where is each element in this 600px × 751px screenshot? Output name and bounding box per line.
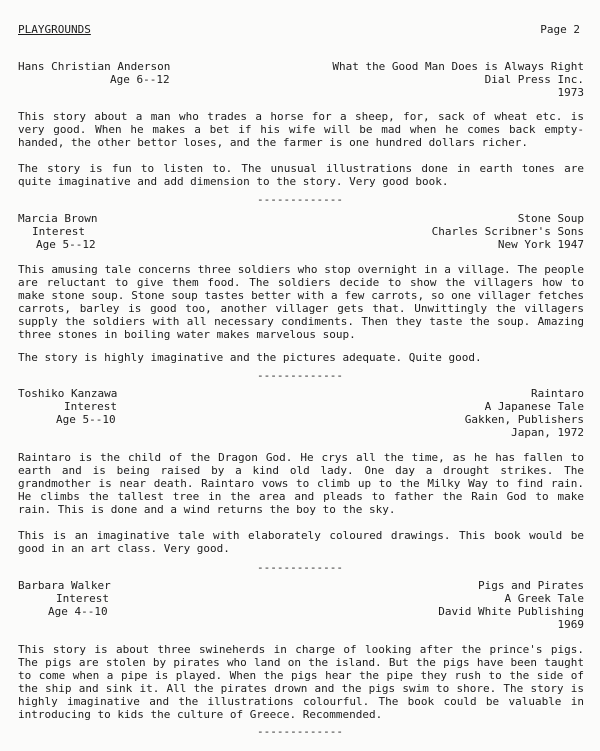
entry-2-place-year: New York 1947: [497, 238, 584, 251]
entry-4-title: Pigs and Pirates: [478, 579, 584, 592]
entry-2-summary: This amusing tale concerns three soldiers who stop overnight in a village. The people are reluctant to give them food. The soldiers decide to show the villagers how to make stone soup. Stone soup tastes better with a few carrots, so one villager fetches carrots, barley is good too, another villager gets that. Unwittingly the villagers supply the soldiers with all necessary condiments. Then they taste the soup. Amazing three stones in boiling water makes marvelous soup.: [18, 263, 584, 341]
divider-2: -------------: [256, 369, 344, 382]
entry-1-review: The story is fun to listen to. The unusual illustrations done in earth tones are quite imaginative and add dimension to the story. Very good book.: [18, 162, 584, 188]
entry-4-interest: Interest: [56, 592, 109, 605]
entry-3-title: Raintaro: [531, 387, 584, 400]
entry-3-place-year: Japan, 1972: [511, 426, 584, 439]
entry-3-publisher: Gakken, Publishers: [464, 413, 584, 426]
section-title: PLAYGROUNDS: [18, 23, 91, 36]
entry-3-summary: Raintaro is the child of the Dragon God. He crys all the time, as he has fallen to earth and is being raised by a kind old lady. One day a drought strikes. The grandmother is near death. Raintaro vows to climb up to the Milky Way to find rain. He climbs the tallest tree in the area and pleads to father the Rain God to make rain. This is done and a wind returns the boy to the sky.: [18, 451, 584, 516]
entry-1-publisher: Dial Press Inc.: [484, 73, 584, 86]
entry-3-age: Age 5--10: [56, 413, 116, 426]
entry-4-year: 1969: [557, 618, 584, 631]
entry-3-header: [18, 387, 584, 441]
entry-4-subtitle: A Greek Tale: [504, 592, 584, 605]
entry-3-author: Toshiko Kanzawa: [18, 387, 118, 400]
entry-2-interest: Interest: [32, 225, 85, 238]
page-number: Page 2: [540, 23, 580, 36]
entry-1-summary: This story about a man who trades a horse for a sheep, for, sack of wheat etc. is very good. When he makes a bet if his wife will be mad when he comes back empty-handed, the other bettor loses, and the farmer is one hundred dollars richer.: [18, 110, 584, 149]
divider-1: -------------: [256, 193, 344, 206]
entry-2-age: Age 5--12: [36, 238, 96, 251]
entry-4-summary: This story is about three swineherds in charge of looking after the prince's pigs. The pigs are stolen by pirates who land on the island. But the pigs have been taught to come when a pipe is played. When the pigs hear the pipe they rush to the side of the ship and sink it. All the pirates drown and the pigs swim to shore. The story is highly imaginative and the illustrations colourful. The book could be valuable in introducing to kids the culture of Greece. Recommended.: [18, 643, 584, 721]
entry-3-interest: Interest: [64, 400, 117, 413]
entry-1-author: Hans Christian Anderson: [18, 60, 171, 73]
entry-2-header: [18, 212, 584, 252]
entry-1-age: Age 6--12: [110, 73, 170, 86]
entry-1-header: [18, 60, 584, 100]
divider-4: -------------: [256, 725, 344, 738]
entry-1-year: 1973: [557, 86, 584, 99]
entry-4-author: Barbara Walker: [18, 579, 111, 592]
entry-2-title: Stone Soup: [517, 212, 584, 225]
entry-4-header: [18, 579, 584, 633]
entry-3-review: This is an imaginative tale with elaborately coloured drawings. This book would be good in an art class. Very good.: [18, 529, 584, 555]
entry-4-publisher: David White Publishing: [438, 605, 584, 618]
entry-2-publisher: Charles Scribner's Sons: [431, 225, 584, 238]
entry-2-review: The story is highly imaginative and the pictures adequate. Quite good.: [18, 351, 482, 364]
entry-4-age: Age 4--10: [48, 605, 108, 618]
entry-1-title: What the Good Man Does is Always Right: [332, 60, 584, 73]
entry-3-subtitle: A Japanese Tale: [484, 400, 584, 413]
entry-2-author: Marcia Brown: [18, 212, 98, 225]
divider-3: -------------: [256, 561, 344, 574]
